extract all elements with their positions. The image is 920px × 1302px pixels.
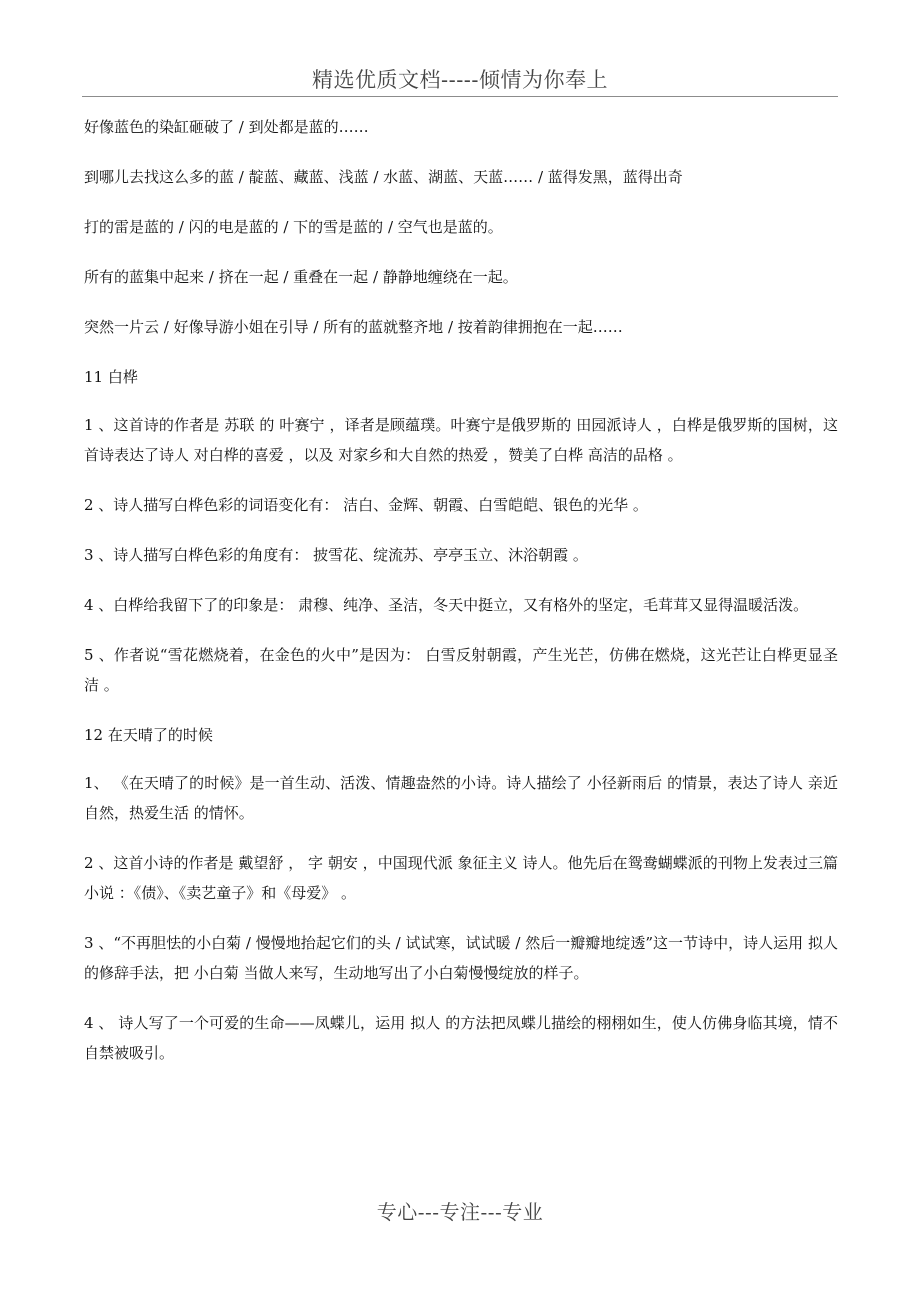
question-11-4: 4 、白桦给我留下了的印象是： 肃穆、纯净、圣洁，冬天中挺立，又有格外的坚定，毛茸茸又显得温暖活泼。: [84, 596, 809, 614]
question-12-4: 4 、 诗人写了一个可爱的生命——凤蝶儿，运用 拟人 的方法把凤蝶儿描绘的栩栩如生，使人仿佛身临其境，情不自禁被吸引。: [84, 1014, 838, 1062]
question-11-5: 5 、作者说“雪花燃烧着，在金色的火中”是因为： 白雪反射朝霞，产生光芒，仿佛在燃烧，这光芒让白桦更显圣洁 。: [84, 646, 838, 694]
poem-line-5: 突然一片云 / 好像导游小姐在引导 / 所有的蓝就整齐地 / 按着韵律拥抱在一起……: [84, 318, 623, 336]
section-heading-12: 12 在天晴了的时候: [84, 726, 213, 744]
question-11-3: 3 、诗人描写白桦色彩的角度有： 披雪花、绽流苏、亭亭玉立、沐浴朝霞 。: [84, 546, 588, 564]
page-footer: 专心---专注---专业: [376, 1200, 544, 1224]
question-12-1: 1、 《在天晴了的时候》是一首生动、活泼、情趣盎然的小诗。诗人描绘了 小径新雨后 的情景，表达了诗人 亲近自然，热爱生活 的情怀。: [84, 774, 838, 822]
poem-line-4: 所有的蓝集中起来 / 挤在一起 / 重叠在一起 / 静静地缠绕在一起。: [84, 268, 518, 286]
page-header: [82, 62, 838, 97]
document-body: [84, 112, 838, 1088]
section-heading-11: 11 白桦: [84, 368, 138, 386]
header-text: 精选优质文档-----倾情为你奉上: [312, 68, 608, 92]
poem-line-2: 到哪儿去找这么多的蓝 / 靛蓝、藏蓝、浅蓝 / 水蓝、湖蓝、天蓝…… / 蓝得发黑，蓝得出奇: [84, 168, 683, 186]
question-12-2: 2 、这首小诗的作者是 戴望舒 ， 字 朝安 ，中国现代派 象征主义 诗人。他先后在鸳鸯蝴蝶派的刊物上发表过三篇小说 ：《债》、《卖艺童子》和《母爱》 。: [84, 854, 838, 902]
question-11-2: 2 、诗人描写白桦色彩的词语变化有： 洁白、金辉、朝霞、白雪皑皑、银色的光华 。: [84, 496, 648, 514]
question-12-3: 3 、“不再胆怯的小白菊 / 慢慢地抬起它们的头 / 试试寒，试试暖 / 然后一瓣瓣地绽透”这一节诗中，诗人运用 拟人 的修辞手法，把 小白菊 当做人来写，生动地写出了小白菊慢慢绽放的样子。: [84, 934, 838, 982]
question-11-1: 1 、这首诗的作者是 苏联 的 叶赛宁 ，译者是顾蕴璞。叶赛宁是俄罗斯的 田园派诗人 ，白桦是俄罗斯的国树，这首诗表达了诗人 对白桦的喜爱 ，以及 对家乡和大自然的热爱 ，赞美了白桦 高洁的品格 。: [84, 416, 838, 464]
poem-line-1: 好像蓝色的染缸砸破了 / 到处都是蓝的……: [84, 118, 369, 136]
poem-line-3: 打的雷是蓝的 / 闪的电是蓝的 / 下的雪是蓝的 / 空气也是蓝的。: [84, 218, 503, 236]
